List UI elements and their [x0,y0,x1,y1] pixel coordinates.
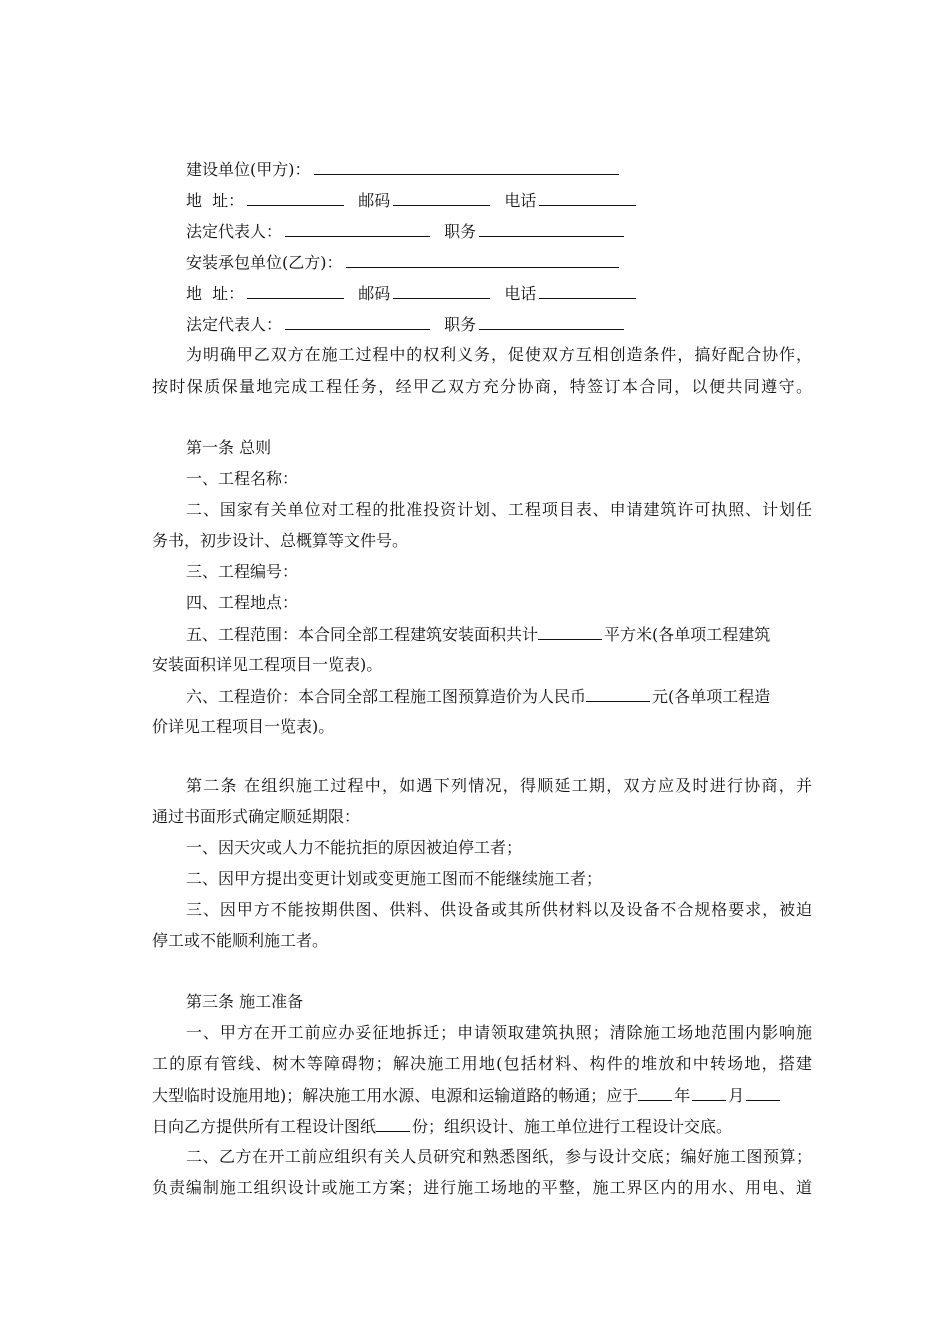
item-1-l4-a: 日向乙方提供所有工程设计图纸 [152,1117,377,1136]
article-3-item-2-line-1: 二、乙方在开工前应组织有关人员研究和熟悉图纸，参与设计交底；编好施工图预算； [186,1147,812,1166]
item-1-l4-b: 份；组织设计、施工单位进行工程设计交底。 [412,1117,733,1136]
legal-rep-blank [285,314,430,330]
day-blank [746,1085,780,1101]
address-label: 地 址： [186,284,245,303]
legal-rep-blank [285,221,430,237]
postcode-blank [393,283,490,299]
party-b-label: 安装承包单位(乙方)： [186,253,343,272]
article-3-item-1-line-4 [152,1116,812,1136]
article-1-item-6-line-1 [186,686,812,706]
party-b-legal-line [186,314,812,334]
legal-rep-label: 法定代表人： [186,222,283,241]
year-blank [638,1085,672,1101]
party-a-line [186,159,812,179]
item-6-pre: 六、工程造价：本合同全部工程施工图预算造价为人民币 [186,687,587,706]
article-3-item-1-line-1: 一、甲方在开工前应办妥征地拆迁；申请领取建筑执照；清除施工场地范围内影响施 [186,1023,812,1042]
party-a-label: 建设单位(甲方)： [186,160,311,179]
preamble-line-1: 为明确甲乙双方在施工过程中的权利义务，促使双方互相创造条件，搞好配合协作， [186,345,812,364]
postcode-label: 邮码 [358,284,391,303]
article-1-item-4: 四、工程地点： [186,593,299,612]
party-b-address-line [186,283,812,303]
party-a-address-line [186,190,812,210]
article-2-item-3-line-2: 停工或不能顺利施工者。 [152,931,329,950]
legal-rep-label: 法定代表人： [186,315,283,334]
item-5-post: 平方米(各单项工程建筑 [604,625,771,644]
address-blank [247,283,344,299]
month-blank [692,1085,726,1101]
article-2-title-line-1: 第二条 在组织施工过程中，如遇下列情况，得顺延工期，双方应及时进行协商，并 [186,776,812,795]
year-label: 年 [674,1086,691,1105]
phone-blank [539,190,636,206]
month-label: 月 [728,1086,745,1105]
area-blank [538,624,602,640]
article-2-item-1: 一、因天灾或人力不能抗拒的原因被迫停工者； [186,838,523,857]
party-a-legal-line [186,221,812,241]
item-5-pre: 五、工程范围：本合同全部工程建筑安装面积共计 [186,625,539,644]
article-1-item-5-line-1 [186,624,812,644]
position-label: 职务 [444,315,477,334]
item-6-post: 元(各单项工程造 [652,687,771,706]
party-b-line [186,252,812,272]
article-3-title: 第三条 施工准备 [186,992,304,1011]
article-1-item-5-line-2: 安装面积详见工程项目一览表)。 [152,655,383,674]
article-2-title-line-2: 通过书面形式确定顺延期限： [152,807,361,826]
party-b-blank [346,252,619,268]
article-1-item-2-line-1: 二、国家有关单位对工程的批准投资计划、工程项目表、申请建筑许可执照、计划任 [186,500,812,519]
phone-label: 电话 [504,191,537,210]
copies-blank [376,1116,410,1132]
article-1-item-1: 一、工程名称： [186,469,299,488]
position-blank [479,221,624,237]
address-label: 地 址： [186,191,245,210]
price-blank [586,686,650,702]
phone-label: 电话 [504,284,537,303]
article-2-item-2: 二、因甲方提出变更计划或变更施工图而不能继续施工者； [186,869,603,888]
position-label: 职务 [444,222,477,241]
postcode-blank [393,190,490,206]
article-1-title: 第一条 总则 [186,438,272,457]
article-1-item-2-line-2: 务书，初步设计、总概算等文件号。 [152,531,409,550]
address-blank [247,190,344,206]
phone-blank [539,283,636,299]
preamble-line-2: 按时保质保量地完成工程任务，经甲乙双方充分协商，特签订本合同，以便共同遵守。 [152,377,812,396]
article-1-item-6-line-2: 价详见工程项目一览表)。 [152,717,335,736]
article-3-item-2-line-2: 负责编制施工组织设计或施工方案；进行施工场地的平整，施工界区内的用水、用电、道 [152,1178,812,1197]
postcode-label: 邮码 [358,191,391,210]
article-3-item-1-line-3 [152,1085,812,1105]
article-3-item-1-line-2: 工的原有管线、树木等障碍物；解决施工用地(包括材料、构件的堆放和中转场地，搭建 [152,1054,812,1073]
party-a-blank [314,159,619,175]
article-1-item-3: 三、工程编号： [186,562,299,581]
position-blank [479,314,624,330]
article-2-item-3-line-1: 三、因甲方不能按期供图、供料、供设备或其所供材料以及设备不合规格要求，被迫 [186,900,812,919]
item-1-l3-pre: 大型临时设施用地)；解决施工用水源、电源和运输道路的畅通；应于 [152,1086,639,1105]
